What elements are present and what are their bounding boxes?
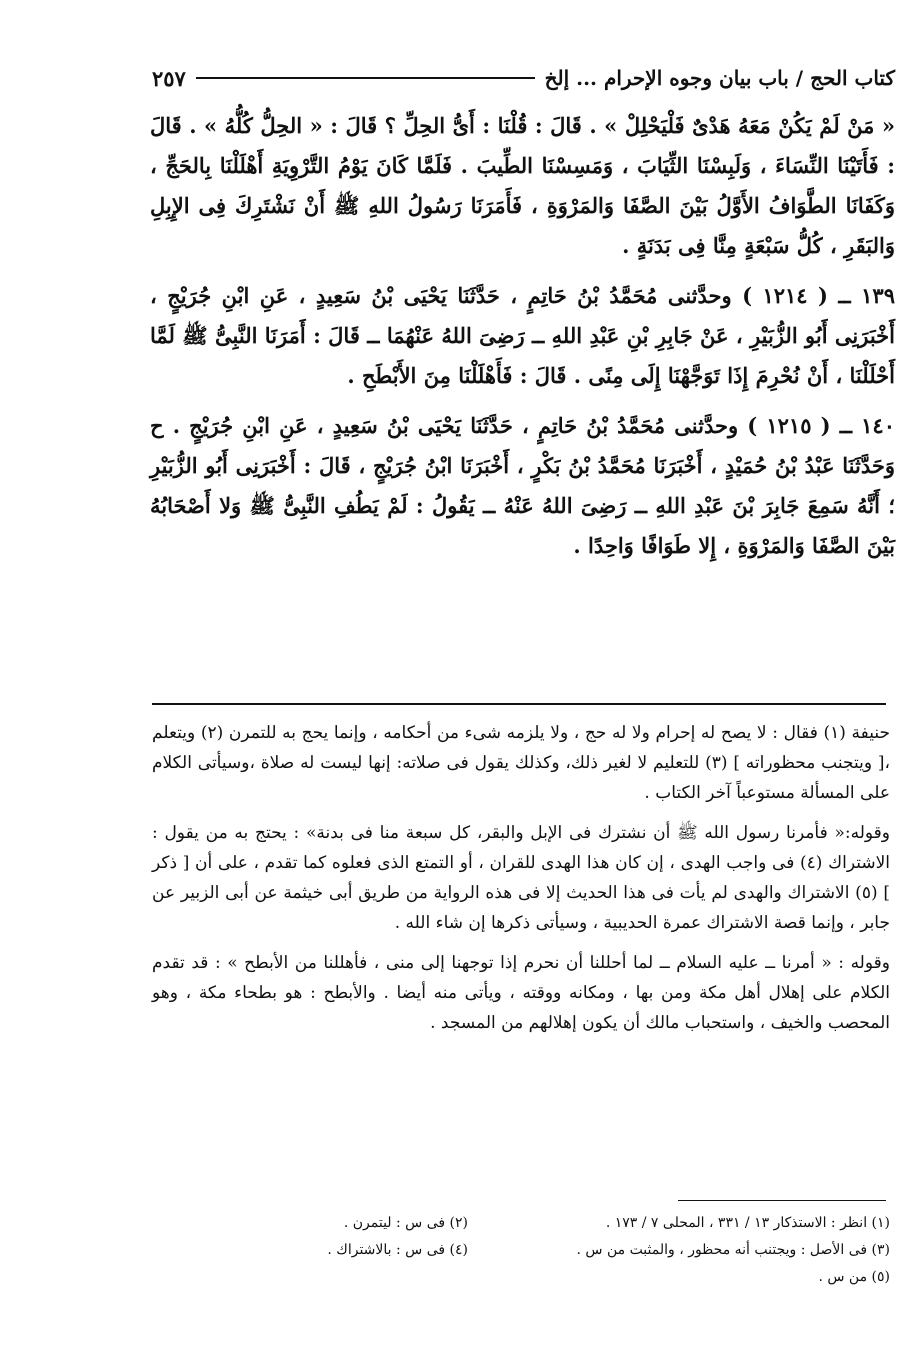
commentary-paragraph: وقوله:« فأمرنا رسول الله ﷺ أن نشترك فى الإبل والبقر، كل سبعة منا فى بدنة» : يحتج به من يقول : الاشتراك (٤) فى واجب الهدى ، إن كان هذا الهدى للقران ، أو التمتع الذى فعلوه كما تقدم ، على أن [ ذكر ] (٥) الاشتراك والهدى لم يأت فى هذا الحديث إلا فى هذه الرواية من طريق أبى خيثمة عن أبى الزبير عن جابر ، وإنما قصة الاشتراك عمرة الحديبية ، وسيأتى ذكرها إن شاء الله . <box>152 823 890 933</box>
footnote-3: (٣) فى الأصل : ويجتنب أنه محظور ، والمثبت من س . <box>576 1242 890 1258</box>
header-title: كتاب الحج / باب بيان وجوه الإحرام ... إلخ <box>544 66 895 90</box>
commentary-divider <box>152 703 886 705</box>
hadith-paragraph: ١٣٩ ــ ( ١٢١٤ ) وحدَّثنى مُحَمَّدُ بْنُ حَاتِمٍ ، حَدَّثَنَا يَحْيَى بْنُ سَعِيدٍ ، عَنِ ابْنِ جُرَيْجٍ ، أَخْبَرَنِى أَبُو الزُّبَيْرِ ، عَنْ جَابِرِ بْنِ عَبْدِ اللهِ ــ رَضِىَ اللهُ عَنْهُمَا ــ قَالَ : أَمَرَنَا النَّبِىُّ ﷺ لَمَّا أَحْلَلْنَا ، أَنْ نُحْرِمَ إِذَا تَوَجَّهْنَا إِلَى مِنًى . قَالَ : فَأَهْلَلْنَا مِنَ الأَبْطَحِ . <box>150 283 895 388</box>
notes-divider <box>678 1200 886 1201</box>
commentary-paragraph: حنيفة (١) فقال : لا يصح له إحرام ولا له حج ، ولا يلزمه شىء من أحكامه ، وإنما يحج به للتمرن (٢) ويتعلم ،[ ويتجنب محظوراته ] (٣) للتعليم لا لغير ذلك، وكذلك يقول فى صلاته: إنها ليست له صلاة ،وسيأتى الكلام على المسألة مستوعباً آخر الكتاب . <box>152 723 890 803</box>
footnote-row <box>150 1237 890 1264</box>
footnotes <box>150 1210 890 1291</box>
footnote-4: (٤) فى س : بالاشتراك . <box>327 1242 468 1258</box>
hadith-paragraph: « مَنْ لَمْ يَكُنْ مَعَهُ هَدْىٌ فَلْيَحْلِلْ » . قَالَ : قُلْنَا : أَىُّ الحِلِّ ؟ قَالَ : « الحِلُّ كُلُّهُ » . قَالَ : فَأَتَيْنَا النِّسَاءَ ، وَلَبِسْنَا الثِّيَابَ ، وَمَسِسْنَا الطِّيبَ . فَلَمَّا كَانَ يَوْمُ التَّرْوِيَةِ أَهْلَلْنَا بِالحَجِّ ، وَكَفَانَا الطَّوَافُ الأَوَّلُ بَيْنَ الصَّفَا وَالمَرْوَةِ ، فَأَمَرَنَا رَسُولُ اللهِ ﷺ أَنْ نَشْتَرِكَ فِى الإِبِلِ وَالبَقَرِ ، كُلُّ سَبْعَةٍ مِنَّا فِى بَدَنَةٍ . <box>150 113 896 258</box>
footnote-row <box>150 1264 890 1291</box>
running-header <box>152 62 895 94</box>
commentary-section <box>152 718 890 1048</box>
footnote-2: (٢) فى س : ليتمرن . <box>343 1215 468 1231</box>
hadith-paragraph: ١٤٠ ــ ( ١٢١٥ ) وحدَّثنى مُحَمَّدُ بْنُ حَاتِمٍ ، حَدَّثَنَا يَحْيَى بْنُ سَعِيدٍ ، عَنِ ابْنِ جُرَيْجٍ . ح وَحَدَّثَنَا عَبْدُ بْنُ حُمَيْدٍ ، أَخْبَرَنَا مُحَمَّدُ بْنُ بَكْرٍ ، أَخْبَرَنَا ابْنُ جُرَيْجٍ ، قَالَ : أَخْبَرَنِى أَبُو الزُّبَيْرِ ؛ أَنَّهُ سَمِعَ جَابِرَ بْنَ عَبْدِ اللهِ ــ رَضِىَ اللهُ عَنْهُ ــ يَقُولُ : لَمْ يَطُفِ النَّبِىُّ ﷺ وَلا أَصْحَابُهُ بَيْنَ الصَّفَا وَالمَرْوَةِ ، إِلا طَوَافًا وَاحِدًا . <box>150 413 895 558</box>
footnote-row <box>150 1210 890 1237</box>
footnote-1: (١) انظر : الاستذكار ١٣ / ٣٣١ ، المحلى ٧ / ١٧٣ . <box>605 1215 890 1231</box>
page-number: ٢٥٧ <box>152 65 186 91</box>
footnote-5: (٥) من س . <box>818 1269 890 1285</box>
commentary-paragraph: وقوله : « أمرنا ــ عليه السلام ــ لما أحللنا أن نحرم إذا توجهنا إلى منى ، فأهللنا من الأبطح » : قد تقدم الكلام على إهلال أهل مكة ومن بها ، ومكانه ووقته ، ويأتى منه أيضا . والأبطح : هو بطحاء مكة ، وهو المحصب والخيف ، واستحباب مالك أن يكون إهلالهم من المسجد . <box>152 953 890 1033</box>
hadith-text <box>150 106 895 576</box>
header-rule <box>196 77 535 79</box>
